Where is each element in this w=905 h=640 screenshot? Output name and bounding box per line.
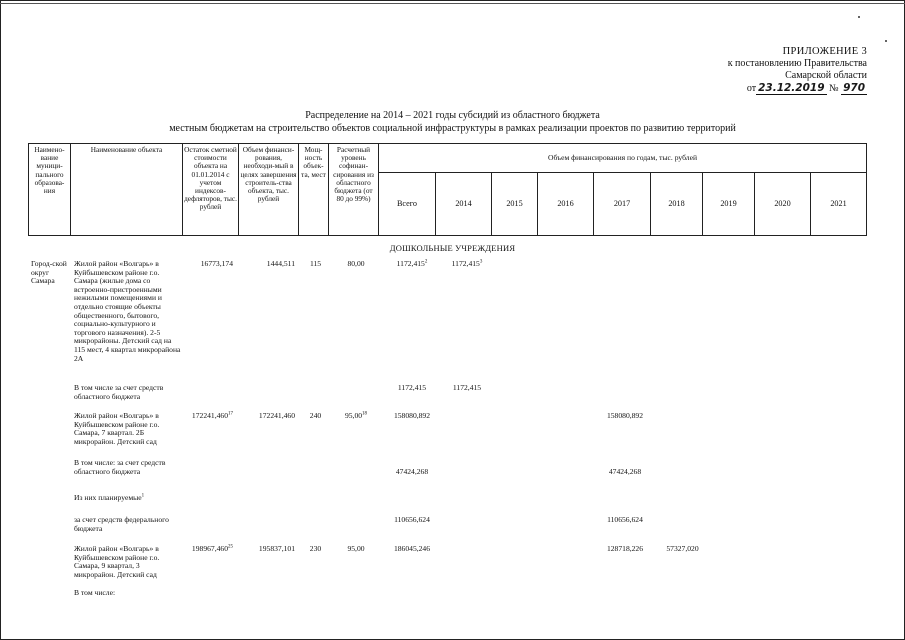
annex-date-row [647,82,867,95]
year-2017-value: 47424,268 [608,467,642,476]
total-value: 186045,246 [393,544,431,553]
subrow-text: Из них планируемые [74,493,142,502]
col-total: Всего [379,173,436,236]
remaining-number: 198967,460 [191,544,228,553]
scan-speck [885,40,887,42]
object-name: Жилой район «Волгарь» в Куйбышевском районе г.о. Самара, 9 квартал, 3 микрорайон. Детский сад [74,544,160,579]
remaining-number: 172241,460 [191,411,228,420]
footnote-mark: 18 [362,411,368,417]
capacity-value: 115 [309,259,322,268]
handwritten-date: 23.12.2019 [758,82,825,94]
year-2014-value: 1172,415 [452,383,482,392]
year-2017-value: 110656,624 [607,515,643,524]
year-2014-value [440,260,494,269]
subrow-label: В том числе: [74,588,116,597]
footnote-mark: 17 [228,411,233,417]
subrow-label: В том числе: за счет средств областного бюджета [74,458,166,476]
section-title: ДОШКОЛЬНЫЕ УЧРЕЖДЕНИЯ [389,243,516,253]
total-number: 1172,415 [396,259,425,268]
year-2017-value: 128718,226 [606,544,644,553]
scan-top-edge [0,3,905,4]
year-2017-value: 158080,892 [606,411,644,420]
subrow-label: за счет средств федерального бюджета [74,515,169,533]
document-title-line2: местным бюджетам на строительство объектов социальной инфраструктуры в рамках реализации проектов по развитию территорий [169,123,736,134]
level-value [332,412,380,421]
col-year: 2014 [436,173,492,236]
col-year: 2018 [651,173,703,236]
level-number: 95,00 [344,411,363,420]
footnote-mark: 25 [228,544,233,550]
annex-title: ПРИЛОЖЕНИЕ 3 [782,46,867,57]
footnote-mark: 2 [424,259,428,265]
col-year: 2015 [492,173,538,236]
remaining-value [181,412,233,421]
scan-speck [858,16,860,18]
total-value: 47424,268 [395,467,429,476]
footnote-mark: 3 [479,259,483,265]
total-value [385,260,439,269]
financing-value: 172241,460 [258,411,295,420]
remaining-value: 16773,174 [200,259,233,268]
col-funding-group: Объем финансирования по годам, тыс. рублей [379,144,867,173]
year-2018-value: 57327,020 [666,544,699,553]
total-value: 158080,892 [393,411,431,420]
year-2014-number: 1172,415 [451,259,480,268]
number-prefix: № [829,83,839,94]
total-value: 110656,624 [394,515,430,524]
footnote-mark: 1 [141,493,145,499]
col-remaining: Остаток сметной стоимости объекта на 01.01.2014 с учетом индексов-дефляторов, тыс. рублей [183,144,239,236]
subrow-label: В том числе за счет средств областного бюджета [74,383,164,401]
total-value: 1172,415 [397,383,427,392]
col-municipality: Наимено-вание муници-пального образова-ния [29,144,71,236]
financing-value: 195837,101 [258,544,295,553]
col-level: Расчетный уровень софинан-сирования из областного бюджета (от 80 до 99%) [329,144,379,236]
financing-value: 1444,511 [266,259,295,268]
col-year: 2021 [811,173,867,236]
annex-subtitle: к постановлению Правительства [727,58,867,69]
remaining-value [181,545,233,554]
capacity-value: 230 [309,544,322,553]
subrow-label [74,494,182,503]
level-value: 80,00 [347,259,365,268]
capacity-value: 240 [309,411,322,420]
col-financing: Объем финанси-рования, необходи-мый в целях завершения строитель-ства объекта, тыс. рублей [239,144,299,236]
col-year: 2020 [755,173,811,236]
col-object: Наименование объекта [71,144,183,236]
date-prefix: от [746,83,757,94]
level-value: 95,00 [347,544,365,553]
col-capacity: Мощ-ность объек-та, мест [299,144,329,236]
col-year: 2019 [703,173,755,236]
handwritten-number: 970 [843,82,865,94]
header-table [28,143,867,236]
municipality-cell: Город-ской округ Самара [31,259,67,286]
col-year: 2017 [594,173,651,236]
col-year: 2016 [538,173,594,236]
object-name: Жилой район «Волгарь» в Куйбышевском районе г.о. Самара, 7 квартал. 2Б микрорайон. Детский сад [74,411,160,446]
annex-region: Самарской области [785,70,867,81]
annex-header [647,46,867,95]
object-name: Жилой район «Волгарь» в Куйбышевском районе г.о. Самара (жилые дома со встроенно-пристроенными нежилыми помещениями и отдельно стоящие объекты общественного, бытового, социально-культурного и торгового назначения). 2-5 микрорайоны. Детский сад на 115 мест, 4 квартал микрорайона 2А [74,259,181,363]
document-title-line1: Распределение на 2014 – 2021 годы субсидий из областного бюджета [305,110,600,121]
